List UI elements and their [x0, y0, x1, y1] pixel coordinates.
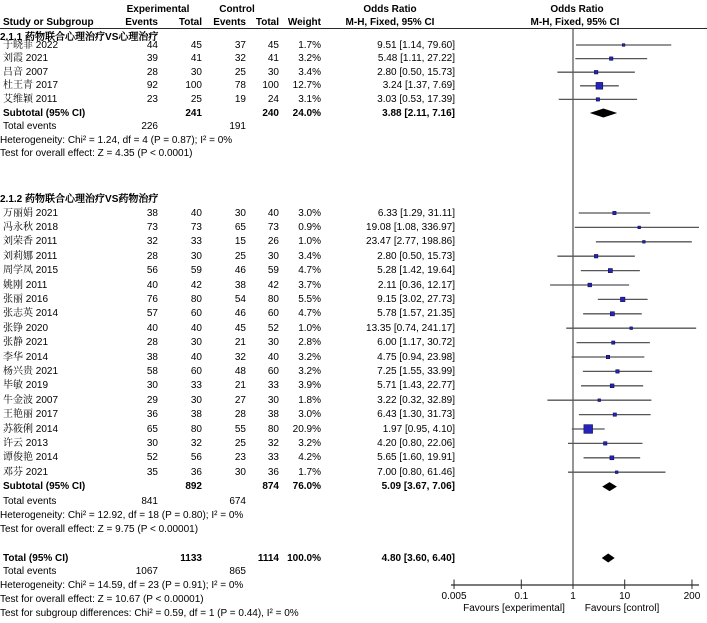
effect-square [606, 355, 609, 358]
table-cell: 2.11 [0.36, 12.17] [377, 279, 455, 291]
effect-square [610, 456, 614, 460]
table-cell: 刘莉娜 2011 [3, 250, 58, 262]
table-cell: 56 [190, 452, 202, 464]
summary-diamond [590, 109, 617, 118]
table-cell: 9.15 [3.02, 27.73] [377, 293, 455, 305]
table-cell: 45 [234, 322, 246, 334]
table-cell: 240 [262, 107, 279, 119]
table-cell: 28 [146, 250, 158, 262]
table-cell: 谭俊艳 2014 [3, 452, 59, 464]
table-cell: 36 [146, 409, 158, 421]
table-cell: 24.0% [292, 107, 321, 119]
effect-square [608, 269, 612, 273]
table-cell: 26 [267, 236, 279, 248]
table-cell: 2.80 [0.50, 15.73] [377, 66, 455, 78]
table-cell: 3.24 [1.37, 7.69] [382, 80, 455, 92]
header-odds-ratio-right: Odds Ratio [550, 4, 604, 15]
table-cell: 1.8% [298, 394, 321, 406]
table-cell: 226 [141, 121, 158, 133]
table-cell: 张丽 2016 [3, 293, 49, 305]
summary-diamond [602, 554, 615, 563]
table-cell: 42 [267, 279, 279, 291]
effect-square [622, 44, 625, 47]
effect-square [594, 254, 598, 258]
table-cell: 刘霞 2021 [3, 53, 49, 65]
table-cell: 56 [146, 265, 158, 277]
table-cell: 73 [190, 221, 202, 233]
table-cell: 7.25 [1.55, 33.99] [377, 365, 455, 377]
table-cell: 37 [234, 39, 246, 51]
table-cell: 5.09 [3.67, 7.06] [381, 481, 455, 493]
table-cell: 874 [262, 481, 279, 493]
table-cell: 4.75 [0.94, 23.98] [377, 351, 455, 363]
table-cell: 40 [146, 279, 158, 291]
table-cell: 1.97 [0.95, 4.10] [382, 423, 455, 435]
table-cell: 3.9% [298, 380, 321, 392]
favours-control-label: Favours [control] [584, 603, 660, 614]
table-cell: 60 [267, 308, 279, 320]
table-cell: 27 [234, 394, 246, 406]
table-cell: 841 [141, 495, 158, 507]
table-cell: 23 [146, 93, 158, 105]
table-cell: 40 [146, 322, 158, 334]
table-cell: 892 [185, 481, 202, 493]
table-cell: 32 [146, 236, 158, 248]
table-cell: 3.2% [298, 53, 321, 65]
header-mh-fixed-left: M-H, Fixed, 95% CI [345, 17, 435, 28]
header-experimental: Experimental [126, 4, 190, 15]
stat-line: Heterogeneity: Chi² = 12.92, df = 18 (P = 0.80); I² = 0% [0, 509, 244, 521]
axis-tick-label: 1 [570, 591, 576, 602]
effect-square [613, 413, 616, 416]
table-cell: 32 [190, 437, 202, 449]
effect-square [610, 312, 614, 316]
table-cell: 19.08 [1.08, 336.97] [366, 221, 455, 233]
table-cell: 12.7% [292, 80, 321, 92]
table-cell: 3.4% [298, 250, 321, 262]
table-cell: 2.80 [0.50, 15.73] [377, 250, 455, 262]
table-cell: 54 [234, 293, 246, 305]
table-cell: 1.0% [298, 236, 321, 248]
table-cell: 52 [267, 322, 279, 334]
table-cell: 3.2% [298, 351, 321, 363]
table-cell: Total events [3, 495, 57, 507]
table-cell: Subtotal (95% CI) [3, 107, 86, 119]
table-cell: 80 [267, 293, 279, 305]
axis-tick-label: 10 [619, 591, 631, 602]
axis-tick-label: 0.005 [441, 591, 467, 602]
table-cell: 许云 2013 [3, 437, 49, 449]
table-cell: 3.1% [298, 93, 321, 105]
table-cell: 姚刚 2011 [3, 279, 48, 291]
table-cell: 毕敏 2019 [3, 380, 49, 392]
table-cell: 38 [267, 409, 279, 421]
table-cell: 杨兴贵 2021 [3, 365, 59, 377]
header-events-ctrl: Events [213, 17, 246, 28]
table-cell: 40 [190, 207, 202, 219]
table-cell: 牛金波 2007 [3, 394, 59, 406]
table-cell: 吕音 2007 [3, 66, 49, 78]
header-events-exp: Events [125, 17, 158, 28]
table-cell: 30 [146, 437, 158, 449]
effect-square [615, 471, 618, 474]
table-cell: 48 [234, 365, 246, 377]
table-cell: 100.0% [287, 552, 321, 564]
stat-line: Test for overall effect: Z = 4.35 (P < 0.0001) [0, 148, 193, 160]
table-cell: 40 [190, 351, 202, 363]
table-cell: 80 [190, 293, 202, 305]
effect-square [596, 82, 603, 89]
table-cell: 28 [146, 337, 158, 349]
table-cell: 6.33 [1.29, 31.11] [377, 207, 455, 219]
table-cell: 4.7% [298, 265, 321, 277]
table-cell: 21 [234, 337, 246, 349]
table-cell: 19 [234, 93, 246, 105]
table-cell: 80 [190, 423, 202, 435]
section-title: 2.1.2 药物联合心理治疗VS药物治疗 [0, 193, 159, 205]
table-cell: 38 [234, 279, 246, 291]
table-cell: 38 [190, 409, 202, 421]
table-cell: 55 [234, 423, 246, 435]
table-cell: 张志英 2014 [3, 308, 59, 320]
table-cell: 4.20 [0.80, 22.06] [377, 437, 455, 449]
table-cell: 20.9% [292, 423, 321, 435]
table-cell: 30 [190, 394, 202, 406]
effect-square [598, 399, 601, 402]
table-cell: 7.00 [0.80, 61.46] [377, 466, 455, 478]
table-cell: 1133 [180, 552, 202, 564]
table-cell: 241 [185, 107, 202, 119]
table-cell: 32 [234, 53, 246, 65]
effect-square [610, 384, 614, 388]
table-cell: 33 [267, 380, 279, 392]
table-cell: 3.7% [298, 279, 321, 291]
table-cell: 于晓菲 2022 [3, 39, 59, 51]
table-cell: 3.0% [298, 409, 321, 421]
table-cell: 674 [229, 495, 246, 507]
table-cell: 30 [267, 66, 279, 78]
table-cell: 41 [190, 53, 202, 65]
stat-line: Heterogeneity: Chi² = 1.24, df = 4 (P = 0.87); I² = 0% [0, 134, 233, 146]
effect-square [620, 297, 624, 301]
table-cell: 5.78 [1.57, 21.35] [377, 308, 455, 320]
axis-tick-label: 200 [683, 591, 701, 602]
table-cell: 38 [146, 351, 158, 363]
table-cell: 2.8% [298, 337, 321, 349]
table-cell: 3.2% [298, 365, 321, 377]
table-cell: 1.7% [298, 466, 321, 478]
table-cell: 32 [234, 351, 246, 363]
table-cell: 3.22 [0.32, 32.89] [377, 394, 455, 406]
table-cell: 1067 [135, 566, 158, 578]
header-weight: Weight [287, 17, 321, 28]
table-cell: 36 [190, 466, 202, 478]
favours-experimental-label: Favours [experimental] [463, 603, 565, 614]
table-cell: 3.88 [2.11, 7.16] [382, 107, 455, 119]
table-cell: 3.03 [0.53, 17.39] [377, 93, 455, 105]
stat-line: Heterogeneity: Chi² = 14.59, df = 23 (P = 0.91); I² = 0% [0, 580, 244, 592]
table-cell: 44 [146, 39, 158, 51]
table-cell: 32 [267, 437, 279, 449]
table-cell: 92 [146, 80, 158, 92]
table-cell: 21 [234, 380, 246, 392]
table-cell: 30 [267, 337, 279, 349]
effect-square [612, 341, 615, 344]
effect-square [596, 98, 599, 101]
table-cell: 78 [234, 80, 246, 92]
stat-line: Test for overall effect: Z = 10.67 (P < 0.00001) [0, 594, 204, 606]
table-cell: 40 [267, 351, 279, 363]
table-cell: 191 [229, 121, 246, 133]
table-cell: 52 [146, 452, 158, 464]
table-cell: 65 [234, 221, 246, 233]
table-cell: 5.48 [1.11, 27.22] [377, 53, 455, 65]
stat-line: Test for overall effect: Z = 9.75 (P < 0.00001) [0, 524, 199, 536]
table-cell: 25 [190, 93, 202, 105]
table-cell: 王艳丽 2017 [3, 409, 59, 421]
table-cell: 23.47 [2.77, 198.86] [366, 236, 455, 248]
axis-tick-label: 0.1 [514, 591, 529, 602]
table-cell: 23 [234, 452, 246, 464]
table-cell: Total (95% CI) [3, 552, 69, 564]
table-cell: 5.5% [298, 293, 321, 305]
effect-square [609, 57, 612, 60]
table-cell: 46 [234, 265, 246, 277]
table-cell: 40 [190, 322, 202, 334]
table-cell: 38 [146, 207, 158, 219]
effect-square [638, 226, 641, 229]
table-cell: 40 [267, 207, 279, 219]
table-cell: 1.7% [298, 39, 321, 51]
table-cell: 60 [267, 365, 279, 377]
table-cell: 6.43 [1.30, 31.73] [377, 409, 455, 421]
effect-square [594, 70, 598, 74]
table-cell: 周学凤 2015 [3, 265, 59, 277]
table-cell: 45 [267, 39, 279, 51]
table-cell: 4.80 [3.60, 6.40] [381, 552, 455, 564]
table-cell: 3.0% [298, 207, 321, 219]
table-cell: 46 [234, 308, 246, 320]
table-cell: Total events [3, 566, 57, 578]
table-cell: 9.51 [1.14, 79.60] [377, 39, 455, 51]
effect-square [604, 442, 607, 445]
table-cell: 张静 2021 [3, 337, 49, 349]
header-total-exp: Total [178, 17, 202, 28]
table-cell: 30 [190, 250, 202, 262]
table-cell: 59 [190, 265, 202, 277]
effect-square [613, 211, 616, 214]
table-cell: 0.9% [298, 221, 321, 233]
header-study-or-subgroup: Study or Subgroup [3, 17, 94, 28]
table-cell: 76.0% [292, 481, 321, 493]
table-cell: 45 [190, 39, 202, 51]
table-cell: Total events [3, 121, 57, 133]
table-cell: 4.7% [298, 308, 321, 320]
header-control: Control [219, 4, 255, 15]
table-cell: 25 [234, 250, 246, 262]
header-odds-ratio-left: Odds Ratio [363, 4, 417, 15]
table-cell: 30 [234, 207, 246, 219]
table-cell: 33 [190, 380, 202, 392]
table-cell: 65 [146, 423, 158, 435]
table-cell: 73 [267, 221, 279, 233]
table-cell: 5.28 [1.42, 19.64] [377, 265, 455, 277]
table-cell: 苏筱俐 2014 [3, 423, 59, 435]
effect-square [616, 370, 619, 373]
header-total-ctrl: Total [255, 17, 279, 28]
table-cell: 60 [190, 308, 202, 320]
table-cell: 59 [267, 265, 279, 277]
table-cell: 30 [146, 380, 158, 392]
table-cell: 30 [267, 394, 279, 406]
table-cell: 13.35 [0.74, 241.17] [366, 322, 455, 334]
effect-square [630, 327, 633, 330]
table-cell: 5.65 [1.60, 19.91] [377, 452, 455, 464]
table-cell: 30 [190, 337, 202, 349]
table-cell: 80 [267, 423, 279, 435]
table-cell: 39 [146, 53, 158, 65]
table-cell: 58 [146, 365, 158, 377]
table-cell: 4.2% [298, 452, 321, 464]
table-cell: 万丽娟 2021 [3, 207, 59, 219]
table-cell: 24 [267, 93, 279, 105]
table-cell: 5.71 [1.43, 22.77] [377, 380, 455, 392]
table-cell: 36 [267, 466, 279, 478]
table-cell: 76 [146, 293, 158, 305]
table-cell: 冯永秋 2018 [3, 221, 59, 233]
section-title: 2.1.1 药物联合心理治疗VS心理治疗 [0, 31, 159, 43]
table-cell: 42 [190, 279, 202, 291]
table-cell: 1.0% [298, 322, 321, 334]
table-cell: 60 [190, 365, 202, 377]
table-cell: 张铮 2020 [3, 322, 49, 334]
table-cell: 41 [267, 53, 279, 65]
table-cell: 33 [190, 236, 202, 248]
table-cell: 1114 [257, 552, 279, 564]
table-cell: 25 [234, 437, 246, 449]
table-cell: 30 [267, 250, 279, 262]
table-cell: 李华 2014 [3, 351, 49, 363]
table-cell: 3.4% [298, 66, 321, 78]
table-cell: 30 [234, 466, 246, 478]
table-cell: 3.2% [298, 437, 321, 449]
table-cell: 15 [234, 236, 246, 248]
effect-square [643, 241, 646, 244]
table-cell: 73 [146, 221, 158, 233]
table-cell: Subtotal (95% CI) [3, 481, 86, 493]
table-cell: 865 [229, 566, 246, 578]
table-cell: 30 [190, 66, 202, 78]
table-cell: 杜王青 2017 [3, 80, 59, 92]
effect-square [588, 283, 592, 287]
effect-square [584, 425, 593, 434]
table-cell: 29 [146, 394, 158, 406]
stat-line: Test for subgroup differences: Chi² = 0.59, df = 1 (P = 0.44), I² = 0% [0, 608, 299, 620]
table-cell: 57 [146, 308, 158, 320]
table-cell: 35 [146, 466, 158, 478]
table-cell: 25 [234, 66, 246, 78]
table-cell: 刘荣香 2011 [3, 236, 58, 248]
table-cell: 28 [146, 66, 158, 78]
table-cell: 6.00 [1.17, 30.72] [377, 337, 455, 349]
summary-diamond [602, 482, 617, 491]
table-cell: 33 [267, 452, 279, 464]
table-cell: 100 [262, 80, 279, 92]
header-mh-fixed-right: M-H, Fixed, 95% CI [530, 17, 620, 28]
table-cell: 邓芬 2021 [3, 466, 49, 478]
table-cell: 艾维颖 2011 [3, 93, 58, 105]
table-cell: 100 [185, 80, 202, 92]
table-cell: 28 [234, 409, 246, 421]
